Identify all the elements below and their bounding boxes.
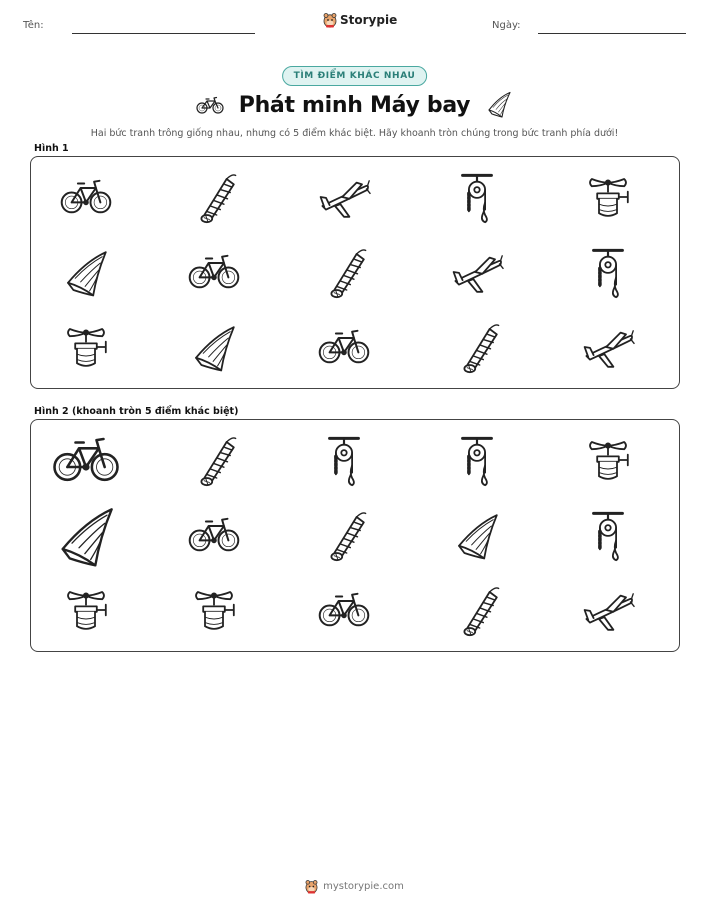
- footer: [0, 879, 709, 894]
- picture2-item-r2-c1[interactable]: [51, 500, 121, 570]
- picture1-item-r1-c3: [317, 170, 371, 224]
- airplane-icon: [581, 320, 635, 374]
- footer-url[interactable]: mystorypie.com: [323, 881, 404, 892]
- picture1-panel: [30, 156, 680, 389]
- picture1-item-r2-c5: [581, 245, 635, 299]
- picture2-label: Hình 2 (khoanh tròn 5 điểm khác biệt): [34, 406, 239, 417]
- storypie-mascot-icon: [305, 879, 318, 894]
- picture1-label: Hình 1: [34, 143, 69, 154]
- airplane-icon: [317, 170, 371, 224]
- airplane-icon: [581, 583, 635, 637]
- bicycle-icon: [317, 320, 371, 374]
- picture1-item-r1-c2: [187, 170, 241, 224]
- picture2-item-r1-c3[interactable]: [317, 433, 371, 487]
- propeller-icon: [581, 433, 635, 487]
- bicycle-icon: [195, 95, 225, 115]
- rope-icon: [187, 433, 241, 487]
- brand-name: Storypie: [340, 13, 398, 27]
- bicycle-icon: [51, 425, 121, 495]
- rope-icon: [450, 320, 504, 374]
- picture2-item-r1-c5[interactable]: [581, 433, 635, 487]
- sail-icon: [450, 508, 504, 562]
- bicycle-icon: [187, 245, 241, 299]
- picture2-item-r3-c2[interactable]: [187, 583, 241, 637]
- picture1-item-r1-c1: [59, 170, 113, 224]
- picture1-item-r3-c1: [59, 320, 113, 374]
- picture1-item-r2-c2: [187, 245, 241, 299]
- sail-icon: [51, 500, 121, 570]
- propeller-icon: [59, 583, 113, 637]
- rope-icon: [317, 245, 371, 299]
- propeller-icon: [581, 170, 635, 224]
- picture2-item-r2-c3[interactable]: [317, 508, 371, 562]
- picture2-item-r3-c4[interactable]: [450, 583, 504, 637]
- picture1-item-r2-c4: [450, 245, 504, 299]
- picture1-item-r3-c3: [317, 320, 371, 374]
- picture2-item-r3-c3[interactable]: [317, 583, 371, 637]
- picture2-item-r2-c5[interactable]: [581, 508, 635, 562]
- bicycle-icon: [317, 583, 371, 637]
- picture2-item-r1-c2[interactable]: [187, 433, 241, 487]
- picture1-item-r1-c4: [450, 170, 504, 224]
- bicycle-icon: [59, 170, 113, 224]
- pulley-icon: [581, 245, 635, 299]
- picture1-item-r1-c5: [581, 170, 635, 224]
- title-row: [0, 90, 709, 120]
- name-label: Tên:: [23, 20, 44, 31]
- date-input-line[interactable]: [538, 33, 686, 34]
- date-label: Ngày:: [492, 20, 521, 31]
- picture1-item-r3-c5: [581, 320, 635, 374]
- picture1-item-r3-c4: [450, 320, 504, 374]
- pulley-icon: [450, 170, 504, 224]
- instructions: Hai bức tranh trông giống nhau, nhưng có 5 điểm khác biệt. Hãy khoanh tròn chúng trong bức tranh phía dưới!: [90, 128, 619, 139]
- brand-logo: [323, 12, 397, 28]
- sail-icon: [187, 320, 241, 374]
- pulley-icon: [317, 433, 371, 487]
- name-input-line[interactable]: [72, 33, 255, 34]
- picture2-panel[interactable]: [30, 419, 680, 652]
- sail-icon: [484, 90, 514, 120]
- bicycle-icon: [187, 508, 241, 562]
- rope-icon: [450, 583, 504, 637]
- pulley-icon: [581, 508, 635, 562]
- storypie-mascot-icon: [323, 12, 337, 28]
- picture2-item-r1-c4[interactable]: [450, 433, 504, 487]
- picture2-item-r2-c2[interactable]: [187, 508, 241, 562]
- airplane-icon: [450, 245, 504, 299]
- picture1-item-r2-c1: [59, 245, 113, 299]
- propeller-icon: [187, 583, 241, 637]
- pulley-icon: [450, 433, 504, 487]
- page-title: Phát minh Máy bay: [238, 92, 471, 118]
- picture2-item-r3-c5[interactable]: [581, 583, 635, 637]
- activity-badge: TÌM ĐIỂM KHÁC NHAU: [282, 66, 428, 86]
- picture2-item-r2-c4[interactable]: [450, 508, 504, 562]
- propeller-icon: [59, 320, 113, 374]
- picture2-item-r1-c1[interactable]: [51, 425, 121, 495]
- picture1-item-r3-c2: [187, 320, 241, 374]
- sail-icon: [59, 245, 113, 299]
- rope-icon: [187, 170, 241, 224]
- picture1-item-r2-c3: [317, 245, 371, 299]
- rope-icon: [317, 508, 371, 562]
- picture2-item-r3-c1[interactable]: [59, 583, 113, 637]
